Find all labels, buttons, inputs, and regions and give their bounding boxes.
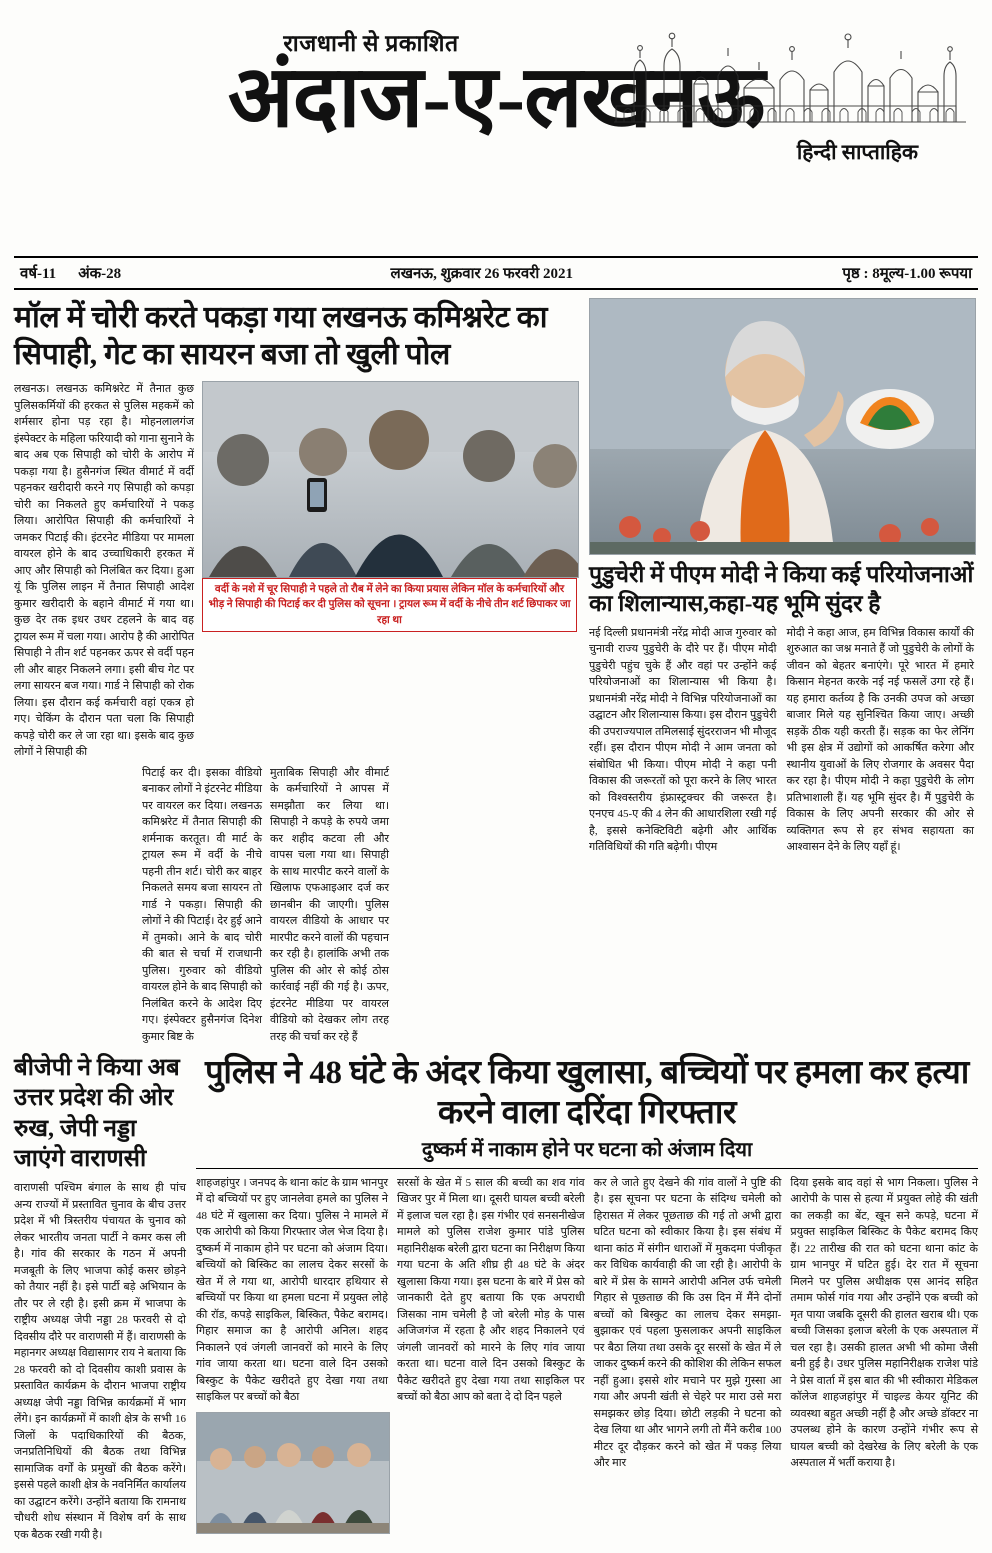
big-story-headline: पुलिस ने 48 घंटे के अंदर किया खुलासा, बच्चियों पर हमला कर हत्या करने वाला दरिंदा गिरफ्तार	[205, 1055, 969, 1132]
story1-headline: मॉल में चोरी करते पकड़ा गया लखनऊ कमिश्नरेट का सिपाही, गेट का सायरन बजा तो खुली पोल	[14, 301, 548, 371]
city-skyline-icon	[594, 14, 974, 124]
story1	[14, 381, 579, 761]
story1-column-2: पिटाई कर दी। इसका वीडियो बनाकर लोगों ने इंटरनेट मीडिया पर वायरल कर दिया। लखनऊ कमिश्नरेट में तैनात सिपाही की शर्मनाक करतूत। वी मार्ट के ट्रायल रूम में वर्दी के नीचे पहनी तीन शर्ट। चोरी कर बाहर निकलते समय बजा सायरन तो गार्ड ने पकड़ा। सिपाही की लोगों ने की पिटाई। देर हुई आने में तुमको। आने के बाद चोरी की बात से चर्चा में राजधानी पुलिस। गुरुवार को वीडियो वायरल होने के बाद सिपाही को निलंबित करने के आदेश दिए गए। इंस्पेक्टर हुसैनगंज दिनेश कुमार बिष्ट के	[142, 766, 262, 1043]
story1-column-1: लखनऊ। लखनऊ कमिश्नरेट में तैनात कुछ पुलिसकर्मियों की हरकत से पुलिस महकमें को शर्मसार होना पड़ रहा है। मोहनलालगंज इंस्पेक्टर के महिला फरियादी को गाना सुनाने के बाद अब एक सिपाही को चोरी के आरोप में पकड़ा गया है। हुसैनगंज स्थित वीमार्ट में वर्दी पहनकर खरीदारी करने गए सिपाही को कपड़ा चोरी का निकलते हुए कर्मचारियों ने पकड़ लिया। आरोपित सिपाही की कर्मचारियों ने जमकर पिटाई की। इंटरनेट मीडिया पर मामला वायरल होने के बाद उच्चाधिकारी हरकत में आए और सिपाही को निलंबित कर दिया। हुआ यूं कि पुलिस लाइन में तैनात सिपाही आदेश कुमार खरीदारी के बहाने वीमार्ट में गया था। कुछ देर तक इधर उधर टहलने के बाद वह ट्रायल रूम में चला गया। आरोप है की आरोपित सिपाही ने तीन शर्ट पहनकर ऊपर से वर्दी पहन ली और बाहर निकलने लगा। इसी बीच गेट पर लगा सायरन बज गया। गार्ड ने सिपाही को रोक लिया। इस दौरान कई कर्मचारी वहां एकत्र हो गए। चेकिंग के दौरान पता चला कि सिपाही कपड़े चोरी कर ले जा रहा था। इसके बाद कुछ लोगों ने सिपाही की	[14, 383, 194, 759]
big-story-column-2	[397, 1175, 585, 1539]
story2-column-1: नई दिल्ली प्रधानमंत्री नरेंद्र मोदी आज गुरुवार को चुनावी राज्य पुडुचेरी के दौरे पर हैं। पीएम मोदी पुडुचेरी पहुंच चुके हैं और वहां पर उन्होंने कई परियोजनाओं का शिलान्यास भी किया है। प्रधानमंत्री नरेंद्र मोदी ने विभिन्न परियोजनाओं का उद्घाटन और शिलान्यास किया। इस दौरान पुडुचेरी की उपराज्यपाल तमिलसाई सुंदरराजन भी मौजूद रहीं। इस दौरान पीएम मोदी ने आम जनता को संबोधित भी किया। पीएम मोदी ने कहा पनी विकास की जरूरतों को पूरा करने के लिए भारत को विश्वस्तरीय इंफ्रास्ट्रक्चर की जरूरत है। एनएच 45-ए की 4 लेन की आधारशिला रखी गई है, इससे कनेक्टिविटी बढ़ेगी और आर्थिक गतिविधियों की गति बढ़ेगी। पीएम	[589, 626, 777, 854]
issue-place-date: लखनऊ, शुक्रवार 26 फरवरी 2021	[390, 266, 573, 282]
story1-column-1-cont	[14, 765, 134, 1046]
big-story-column-4	[790, 1175, 978, 1539]
page-content	[0, 290, 992, 1553]
pm-modi-speech-photo	[589, 298, 976, 555]
right-column	[589, 298, 974, 1045]
police-constable-caught-photo	[202, 381, 579, 578]
story2-body	[589, 625, 974, 862]
story2-column-2: मोदी ने कहा आज, हम विभिन्न विकास कार्यों की शुरुआत का जश्न मनाते हैं जो पुडुचेरी के लोगों के जीवन को बेहतर बनाएंगे। पूरे भारत में हमारे किसान मेहनत करके नई नई फसलें उगा रहे हैं। यह हमारा कर्तव्य है कि उनकी उपज को अच्छा बाजार मिले यह सुनिश्चित किया जाए। अच्छी सड़कें ठीक यही करती हैं। सड़क का फेर लेनिंग भी इस क्षेत्र में उद्योगों को आकर्षित करेगा और स्थानीय युवाओं के लिए रोजगार के अवसर पैदा कर रहा है। पीएम मोदी ने कहा पुडुचेरी के लोग प्रतिभाशाली हैं। यह भूमि सुंदर है। मैं पुडुचेरी के विकास के लिए अपनी सरकार की ओर से व्यक्तिगत रूप से हर संभव सहायता का आश्वासन देने के लिए यहाँ हूं।	[786, 626, 974, 854]
masthead	[0, 0, 992, 250]
left-column	[14, 298, 579, 1045]
issue-number: अंक-28	[78, 266, 122, 282]
big-story-column-1	[196, 1175, 388, 1539]
issue-year: वर्ष-11	[20, 266, 57, 282]
story2-headline: पुडुचेरी में पीएम मोदी ने किया कई परियोजनाओं का शिलान्यास,कहा-यह भूमि सुंदर है	[589, 562, 974, 617]
big-story-text-2: सरसों के खेत में 5 साल की बच्ची का शव गांव खिजर पुर में मिला था। दूसरी घायल बच्ची बरेली में इलाज चल रहा है। इस गंभीर एवं सनसनीखेज मामले को पुलिस राजेश कुमार पांडे पुलिस महानिरीक्षक बरेली द्वारा घटना का निरीक्षण किया गया घटना के अति शीघ्र ही 48 घंटे के अंदर खुलासा किया गया। इस घटना के बारे में प्रेस को जानकारी देते हुए बताया कि एक अपराधी जिसका नाम चमेली है जो बरेली मोड़ के पास अजिजगंज में रहता है और शहद निकालने एवं जंगली जानवरों को मारने के लिए गांव जाया करता था। घटना वाले दिन उसको बिस्कुट के पैकेट खरीदते हुए देखा गया तथा साइकिल पर बच्चों को बैठा आप को बता दे दो दिन पहले	[397, 1176, 585, 1404]
story3-body: वाराणसी पश्चिम बंगाल के साथ ही पांच अन्य राज्यों में प्रस्तावित चुनाव के बीच उत्तर प्रदेश में भी त्रिस्तरीय पंचायत के चुनाव को लेकर भारतीय जनता पार्टी ने कमर कस ली है। गांव की सरकार के गठन में अपनी मजबूती के लिए भाजपा कोई कसर छोड़ने को तैयार नहीं है। इसे पार्टी बड़े अभियान के तौर पर ले रही है। इसी क्रम में भाजपा के राष्ट्रीय अध्यक्ष जेपी नड्डा 28 फरवरी से दो दिवसीय दौरे पर वाराणसी में हैं। वाराणसी के महानगर अध्यक्ष विद्यासागर राय ने बताया कि 28 फरवरी को दो दिवसीय काशी प्रवास के प्रस्तावित कार्यक्रम के दौरान भाजपा राष्ट्रीय अध्यक्ष जेपी नड्डा विभिन्न कार्यक्रमों में भाग लेंगे। इन कार्यक्रमों में काशी क्षेत्र के सभी 16 जिलों के पदाधिकारियों की बैठक, जनप्रतिनिधियों की बैठक तथा विभिन्न सामाजिक वर्गों के प्रमुखों की बैठक करेंगे। इससे पहले काशी क्षेत्र के नवनिर्मित कार्यालय का उद्घाटन करेंगे। उन्होंने बताया कि रामनाथ चौधरी शोध संस्थान में विशेष वर्ग के साथ एक बैठक रखी गयी है।	[14, 1182, 186, 1541]
masthead-kicker: राजधानी से प्रकाशित	[283, 31, 459, 56]
big-story-text-4: दिया इसके बाद वहां से भाग निकला। पुलिस ने आरोपी के पास से हत्या में प्रयुक्त लोहे की खंती का लकड़ी का बेंट, खून सने कपड़े, घटना में प्रयुक्त साइकिल बिस्किट के पैकेट बरामद किए हैं। 22 तारीख की रात को घटना थाना कांट के ग्राम भानपुर में घटित हुई। देर रात में सूचना मिलने पर पुलिस अधीक्षक एस आनंद सहित तमाम फोर्स गांव गया और उन्होंने एक बच्ची को मृत पाया जबकि दूसरी की हालत खराब थी। एक बच्ची जिसका इलाज बरेली के एक अस्पताल में चल रहा है। उसकी हालत अभी भी कोमा जैसी बनी हुई है। उधर पुलिस महानिरीक्षक राजेश पांडे ने प्रेस वार्ता में इस बात की भी स्वीकारा मेडिकल कॉलेज शाहजहांपुर में चाइल्ड केयर यूनिट की व्यवस्था बहुत अच्छी नहीं है और अच्छे डॉक्टर ना उपलब्ध होने के कारण उन्होंने गंभीर रूप से घायल बच्ची को देखरेख के लिए बरेली के एक अस्पताल में भर्ती कराया है।	[790, 1176, 979, 1470]
police-accused-group-photo	[196, 1412, 390, 1534]
big-story-text-3: कर ले जाते हुए देखने की गांव वालों ने पुष्टि की है। इस सूचना पर घटना के संदिग्ध चमेली को हिरासत में लेकर पूछताछ की गई तो अभी द्वारा घटित घटना को स्वीकार किया है। इस संबंध में थाना कांठ में संगीन धाराओं में मुकदमा पंजीकृत कर विधिक कार्यवाही की जा रही है। आरोपी के बारे में प्रेस के सामने आरोपी अनिल उर्फ चमेली गिहार से पूछताछ की कि उस दिन में मैंने दोनों बच्चों को बिस्कुट का लालच देकर समझा-बुझाकर एवं पहला फुसलाकर अपनी साइकिल पर बैठा लिया तथा उसके दूर सरसों के खेत में ले जाकर दुष्कर्म करने की कोशिश की लेकिन सफल नहीं हुआ। इससे शोर मचाने पर मुझे गुस्सा आ गया और अपनी खंती से चेहरे पर मारा उसे मरा समझकर छोड़ दिया। छोटी लड़की ने घटना को देख लिया था और भागने लगी तो मैंने करीब 100 मीटर दूर दौड़कर करने को खेत में पकड़ लिया और मार	[593, 1176, 782, 1470]
masthead-title: अंदाज-ए-लखनऊ	[227, 49, 765, 145]
big-story-column-3	[594, 1175, 782, 1539]
masthead-subtitle: हिन्दी साप्ताहिक	[796, 140, 918, 165]
story1-photo-caption: वर्दी के नशे में चूर सिपाही ने पहले तो रौब में लेने का किया प्रयास लेकिन मॉल के कर्मचारियों और भीड़ ने सिपाही की पिटाई कर दी पुलिस को सूचना । ट्रायल रूम में वर्दी के नीचे तीन शर्ट छिपाकर जा रहा था	[202, 578, 577, 632]
big-story	[196, 1051, 978, 1543]
issue-info-bar	[14, 256, 978, 290]
big-story-subheadline: दुष्कर्म में नाकाम होने पर घटना को अंजाम दिया	[421, 1138, 753, 1161]
divider	[196, 1168, 978, 1169]
issue-pages: पृष्ठ : 8	[842, 266, 880, 282]
story3-headline: बीजेपी ने किया अब उत्तर प्रदेश की ओर रुख, जेपी नड्डा जाएंगे वाराणसी	[14, 1055, 180, 1172]
big-story-text-1: शाहजहांपुर । जनपद के थाना कांट के ग्राम भानपुर में दो बच्चियों पर हुए जानलेवा हमले का पुलिस ने 48 घंटे में खुलासा कर दिया। पुलिस ने मामले में एक आरोपी को किया गिरफ्तार जेल भेज दिया है। दुष्कर्म में नाकाम होने पर घटना को अंजाम दिया। बच्चियों को बिस्किट का लालच देकर सरसों के खेत में ले गया था, आरोपी धारदार हथियार से बच्चियों पर किया था हमला घटना में प्रयुक्त लोहे की रॉड, कपड़े साइकिल, बिस्कित, पैकेट बरामद। गिहार समाज का है आरोपी अनिल। शहद निकालने एवं जंगली जानवरों को मारने के लिए गांव जाया करता था। घटना वाले दिन उसको बिस्कुट के पैकेट खरीदते हुए देखा गया तथा साइकिल पर बच्चों को बैठा	[196, 1176, 388, 1404]
story1-column-3: मुताबिक सिपाही और वीमार्ट के कर्मचारियों ने आपस में समझौता कर लिया था। सिपाही ने कपड़े के रुपये जमा कर शहीद कटवा ली और वापस चला गया था। सिपाही के साथ मारपीट करने वालों के खिलाफ एफआइआर दर्ज कर छानबीन की जाएगी। पुलिस वायरल वीडियो के आधार पर मारपीट करने वालों की पहचान कर रही है। हालांकि अभी तक पुलिस की ओर से कोई ठोस कार्रवाई नहीं की गई है। ऊपर, इंटरनेट मीडिया पर वायरल वीडियो को देखकर लोग तरह तरह की चर्चा कर रहे हैं	[270, 766, 389, 1043]
issue-price: मूल्य-1.00 रूपया	[879, 266, 972, 282]
